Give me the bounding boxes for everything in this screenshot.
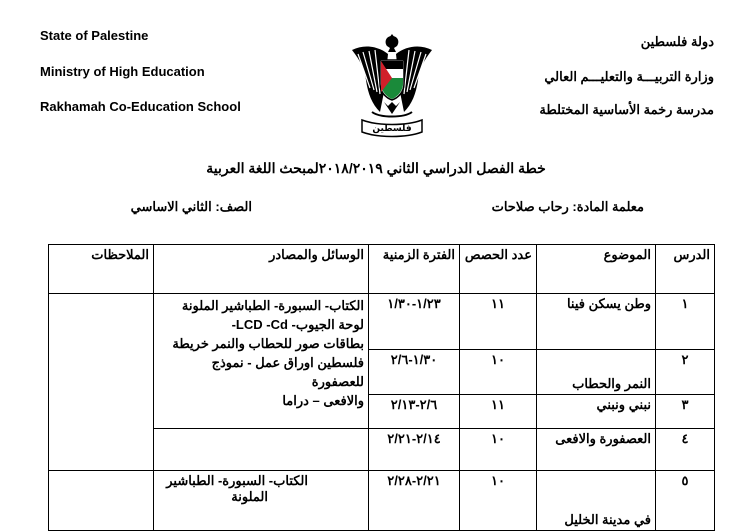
cell-notes: [49, 294, 154, 471]
cell-notes: [49, 471, 154, 531]
cell-timeframe: ٢/١٤-٢/٢١: [369, 429, 460, 471]
plan-table: [48, 244, 715, 531]
cell-timeframe: ٢/٢١-٢/٢٨: [369, 471, 460, 531]
resource-line: الملونة: [231, 489, 268, 504]
cell-timeframe: ٢/٦-٢/١٣: [369, 395, 460, 429]
table-row: [49, 294, 715, 350]
resource-line: الكتاب- السبورة- الطباشير: [166, 473, 308, 488]
header-notes: الملاحظات: [49, 245, 154, 294]
cell-lesson: ٥: [656, 471, 715, 531]
cell-periods: ١١: [460, 294, 537, 350]
header-lesson: الدرس: [656, 245, 715, 294]
cell-periods: ١٠: [460, 350, 537, 395]
cell-periods: ١٠: [460, 471, 537, 531]
cell-topic: العصفورة والافعى: [537, 429, 656, 471]
resource-line: فلسطين اوراق عمل - نموذج للعصفورة: [211, 355, 364, 389]
cell-lesson: ١: [656, 294, 715, 350]
cell-lesson: ٣: [656, 395, 715, 429]
state-ar: دولة فلسطين: [640, 34, 714, 49]
cell-resources: [154, 294, 369, 429]
header-resources: الوسائل والمصادر: [154, 245, 369, 294]
teacher-line: معلمة المادة: رحاب صلاحات: [491, 199, 644, 214]
resource-line: والافعى – دراما: [282, 393, 364, 408]
palestine-eagle-emblem-icon: [350, 32, 434, 140]
header-periods: عدد الحصص: [460, 245, 537, 294]
school-en: Rakhamah Co-Education School: [40, 99, 241, 114]
resource-line: بطاقات صور للحطاب والنمر خريطة: [172, 336, 364, 351]
plan-title: خطة الفصل الدراسي الثاني ٢٠١٨/٢٠١٩لمبحث اللغة العربية: [206, 160, 546, 176]
emblem-banner-text: فلسطين: [372, 124, 412, 134]
cell-lesson: ٤: [656, 429, 715, 471]
header-timeframe: الفترة الزمنية: [369, 245, 460, 294]
cell-topic: نبني ونبني: [537, 395, 656, 429]
cell-resources: [154, 429, 369, 471]
ministry-en: Ministry of High Education: [40, 64, 205, 79]
table-header-row: [49, 245, 715, 294]
cell-resources: [154, 471, 369, 531]
cell-topic: وطن يسكن فينا: [537, 294, 656, 350]
cell-periods: ١١: [460, 395, 537, 429]
cell-timeframe: ١/٣٠-٢/٦: [369, 350, 460, 395]
state-en: State of Palestine: [40, 28, 149, 43]
ministry-ar: وزارة التربيـــة والتعليـــم العالي: [544, 69, 714, 84]
table-row: [49, 471, 715, 531]
cell-lesson: ٢: [656, 350, 715, 395]
header-topic: الموضوع: [537, 245, 656, 294]
cell-topic: في مدينة الخليل: [537, 471, 656, 531]
cell-periods: ١٠: [460, 429, 537, 471]
resource-line: لوحة الجيوب- LCD -Cd-: [231, 317, 364, 332]
cell-timeframe: ١/٢٣-١/٣٠: [369, 294, 460, 350]
resource-line: الكتاب- السبورة- الطباشير الملونة: [181, 298, 364, 313]
school-ar: مدرسة رخمة الأساسية المختلطة: [539, 102, 714, 117]
cell-topic: النمر والحطاب: [537, 350, 656, 395]
grade-line: الصف: الثاني الاساسي: [130, 199, 252, 214]
